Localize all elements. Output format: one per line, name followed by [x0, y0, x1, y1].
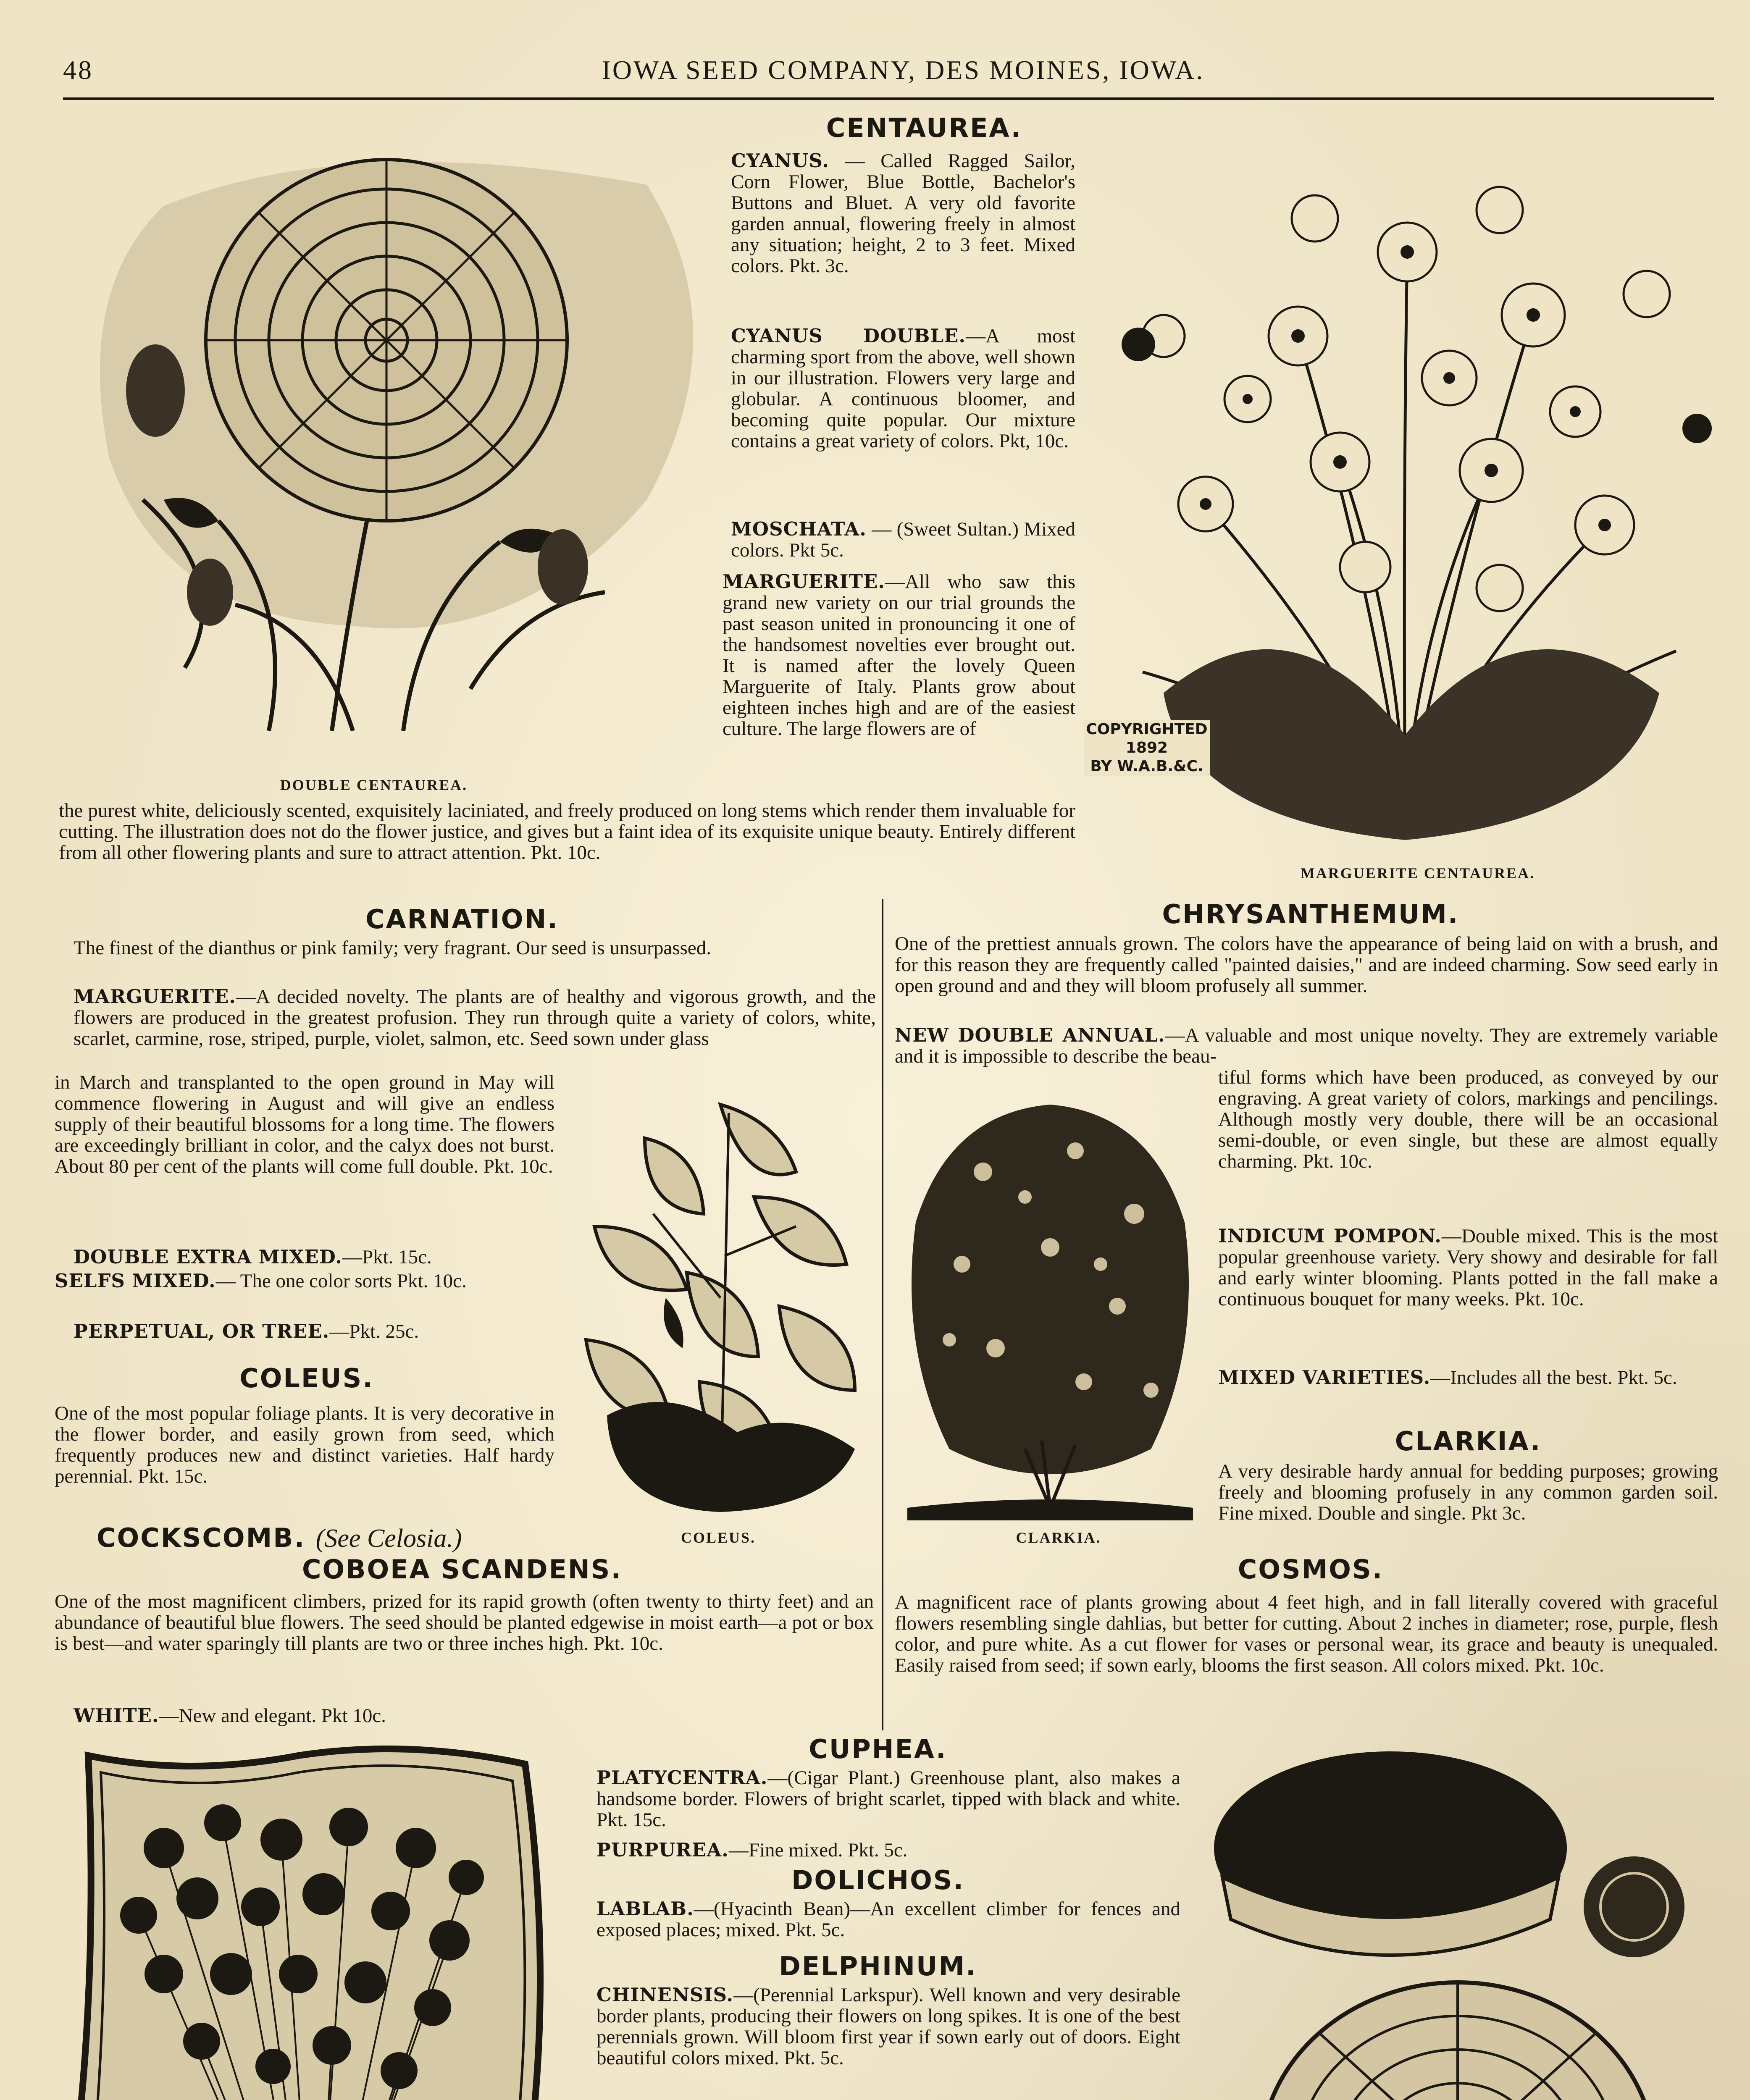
- white-label: WHITE.: [74, 1704, 159, 1727]
- carnation-marguerite-label: MARGUERITE.: [74, 985, 236, 1008]
- clarkia-text: A very desirable hardy annual for bedding purposes; growing freely and blooming profusely in any common garden soil. Fine mixed. Double and single. Pkt 3c.: [1218, 1460, 1718, 1524]
- running-title: IOWA SEED COMPANY, DES MOINES, IOWA.: [602, 55, 1205, 85]
- marguerite-label: MARGUERITE.: [723, 570, 885, 593]
- new-double-chrysanthemum-illustration: [1189, 1739, 1722, 2100]
- chrysanthemum-indicum: [1218, 1226, 1718, 1310]
- perpetual-label: PERPETUAL, OR TREE.: [74, 1320, 330, 1342]
- heading-delphinum: DELPHINUM.: [779, 1951, 977, 1982]
- coboea-text: One of the most magnificent climbers, prized for its rapid growth (often twenty to thirty feet) and an abundance of beautiful blue flowers. The seed should be planted edgewise in moist earth—a pot or box is best—and water sparingly till plants are two or three inches high. Pkt. 10c.: [55, 1591, 874, 1654]
- cockscomb-see: (See Celosia.): [315, 1524, 462, 1553]
- coleus-text: One of the most popular foliage plants. It is very decorative in the flower border, and easily grown from seed, which frequently produces new and distinct varieties. Half hardy perennial. Pkt. 15c.: [55, 1402, 554, 1487]
- heading-coleus: COLEUS.: [239, 1363, 374, 1394]
- new-double-text-a: —A valuable and most unique novelty. They are extremely variable and it is impossible to describe the beau-: [895, 1024, 1718, 1067]
- mixed-label: MIXED VARIETIES.: [1218, 1366, 1431, 1389]
- heading-chrysanthemum: CHRYSANTHEMUM.: [1162, 899, 1459, 929]
- cuphea-platycentra: [596, 1767, 1180, 1830]
- heading-dolichos: DOLICHOS.: [791, 1865, 965, 1895]
- dolichos-lablab: [596, 1898, 1180, 1940]
- caption-clarkia: CLARKIA.: [1016, 1529, 1101, 1546]
- caption-marguerite-centaurea: MARGUERITE CENTAUREA.: [1300, 865, 1535, 882]
- centaurea-moschata: [731, 519, 1075, 561]
- cuphea-purpurea: [596, 1840, 1180, 1861]
- delphinum-chinensis: [596, 1984, 1180, 2068]
- coleus-illustration: [561, 1088, 872, 1516]
- heading-centaurea: CENTAUREA.: [826, 113, 1022, 143]
- copyright-line2: 1892: [1125, 739, 1168, 756]
- carnation-intro: The finest of the dianthus or pink family; very fragrant. Our seed is unsurpassed.: [74, 937, 711, 959]
- lablab-label: LABLAB.: [596, 1898, 694, 1920]
- purpurea-text: —Fine mixed. Pkt. 5c.: [728, 1839, 908, 1861]
- carnation-marguerite-continued: in March and transplanted to the open ground in May will commence flowering in August and will give an endless supply of their beautiful blossoms for a long time. The flowers are exceedingly brilliant in color, and the calyx does not burst. About 80 per cent of the plants will come full double. Pkt. 10c.: [55, 1071, 554, 1177]
- column-divider: [882, 899, 883, 1730]
- moschata-text: — (Sweet Sultan.) Mixed colors. Pkt 5c.: [731, 518, 1075, 561]
- heading-carnation: CARNATION.: [365, 904, 559, 934]
- clarkia-illustration: [899, 1088, 1201, 1525]
- chrysanthemum-mixed: [1218, 1367, 1718, 1388]
- chinensis-text: —(Perennial Larkspur). Well known and very desirable border plants, producing their flowers on long spikes. It is one of the best perennials grown. Will bloom first year if sown early out of doors. Eight beautiful colors mixed. Pkt. 5c.: [596, 1984, 1180, 2069]
- cyanus-double-text: —A most charming sport from the above, well shown in our illustration. Flowers very large and globular. A continuous bloomer, and becoming quite popular. Our mixture contains a great variety of colors. Pkt, 10c.: [731, 325, 1075, 452]
- platycentra-label: PLATYCENTRA.: [596, 1767, 768, 1789]
- carnation-perpetual: [74, 1321, 552, 1342]
- copyright-notice: [1084, 720, 1210, 776]
- heading-cuphea: CUPHEA.: [809, 1734, 947, 1764]
- marguerite-text: —All who saw this grand new variety on our trial grounds the past season united in pronouncing it one of the handsomest novelties ever brought out. It is named after the lovely Queen Marguerite of Italy. Plants grow about eighteen inches high and are of the easiest culture. The large flowers are of: [723, 571, 1075, 740]
- copyright-line3: BY W.A.B.&C.: [1090, 758, 1203, 775]
- chrysanthemum-new-double-continued: tiful forms which have been produced, as conveyed by our engraving. A great variety of colors, markings and pencilings. Although mostly very double, there will be an occasional semi-double, or even single, but these are almost equally charming. Pkt. 10c.: [1218, 1066, 1718, 1172]
- indicum-label: INDICUM POMPON.: [1218, 1225, 1442, 1247]
- double-extra-text: —Pkt. 15c.: [342, 1246, 432, 1268]
- centaurea-marguerite: [723, 571, 1075, 739]
- white-text: —New and elegant. Pkt 10c.: [159, 1705, 386, 1727]
- carnation-selfs: [55, 1270, 554, 1292]
- chrysanthemum-new-double: [895, 1025, 1718, 1067]
- cyanus-text: — Called Ragged Sailor, Corn Flower, Blue Bottle, Bachelor's Buttons and Bluet. A very old favorite garden annual, flowering freely in almost any situation; height, 2 to 3 feet. Mixed colors. Pkt. 3c.: [731, 150, 1075, 277]
- carnation-marguerite-text-a: —A decided novelty. The plants are of healthy and vigorous growth, and the flowers are produced in the greatest profusion. They run through quite a variety of colors, white, scarlet, carmine, rose, striped, purple, violet, salmon, etc. Seed sown under glass: [74, 986, 876, 1050]
- purpurea-label: PURPUREA.: [596, 1839, 729, 1861]
- centaurea-cyanus: [731, 150, 1075, 276]
- centaurea-cyanus-double: [731, 326, 1075, 452]
- cyanus-label: CYANUS.: [731, 150, 829, 172]
- perpetual-text: —Pkt. 25c.: [329, 1320, 419, 1342]
- selfs-text: — The one color sorts Pkt. 10c.: [215, 1270, 467, 1292]
- double-extra-label: DOUBLE EXTRA MIXED.: [74, 1246, 342, 1268]
- coboea-white: [74, 1705, 536, 1726]
- centaurea-marguerite-continued: the purest white, deliciously scented, exquisitely laciniated, and freely produced on long stems which render them invaluable for cutting. The illustration does not do the flower justice, and gives but a faint idea of its exquisite unique beauty. Entirely different from all other flowering plants and sure to attract attention. Pkt. 10c.: [59, 800, 1075, 864]
- marguerite-carnations-illustration: [63, 1739, 563, 2100]
- platycentra-text: —(Cigar Plant.) Greenhouse plant, also makes a handsome border. Flowers of bright scarlet, tipped with black and white. Pkt. 15c.: [596, 1767, 1180, 1831]
- chrysanthemum-intro: One of the prettiest annuals grown. The colors have the appearance of being laid on with a brush, and for this reason they are frequently called "painted daisies," and are indeed charming. Sow seed early in open ground and and they will bloom profusely all summer.: [895, 933, 1718, 997]
- cosmos-text: A magnificent race of plants growing about 4 feet high, and in fall literally covered with graceful flowers resembling single dahlias, but better for cutting. About 2 inches in diameter; rose, purple, flesh color, and pure white. As a cut flower for vases or personal wear, its grace and beauty is unequaled. Easily raised from seed; if sown early, blooms the first season. All colors mixed. Pkt. 10c.: [895, 1591, 1718, 1676]
- heading-coboea: COBOEA SCANDENS.: [302, 1554, 623, 1585]
- page-number: 48: [63, 55, 93, 85]
- carnation-marguerite: [74, 986, 876, 1049]
- carnation-double-extra: [74, 1247, 552, 1268]
- lablab-text: —(Hyacinth Bean)—An excellent climber for fences and exposed places; mixed. Pkt. 5c.: [596, 1898, 1180, 1941]
- new-double-label: NEW DOUBLE ANNUAL.: [895, 1024, 1165, 1046]
- double-centaurea-illustration: [59, 122, 731, 752]
- selfs-label: SELFS MIXED.: [55, 1270, 216, 1292]
- mixed-text: —Includes all the best. Pkt. 5c.: [1430, 1367, 1677, 1389]
- copyright-line1: COPYRIGHTED: [1086, 721, 1208, 738]
- heading-cockscomb-line: [97, 1522, 462, 1554]
- heading-cockscomb: COCKSCOMB.: [97, 1522, 306, 1553]
- moschata-label: MOSCHATA.: [731, 518, 867, 540]
- caption-coleus: COLEUS.: [681, 1529, 756, 1546]
- cyanus-double-label: CYANUS DOUBLE.: [731, 325, 966, 347]
- indicum-text: —Double mixed. This is the most popular greenhouse variety. Very showy and desirable for fall and early winter blooming. Plants potted in the fall make a continuous bouquet for many weeks. Pkt. 10c.: [1218, 1225, 1718, 1310]
- heading-cosmos: COSMOS.: [1238, 1554, 1384, 1585]
- chinensis-label: CHINENSIS.: [596, 1984, 734, 2006]
- caption-double-centaurea: DOUBLE CENTAUREA.: [280, 777, 468, 793]
- header-rule: [63, 97, 1714, 100]
- heading-clarkia: CLARKIA.: [1395, 1426, 1542, 1457]
